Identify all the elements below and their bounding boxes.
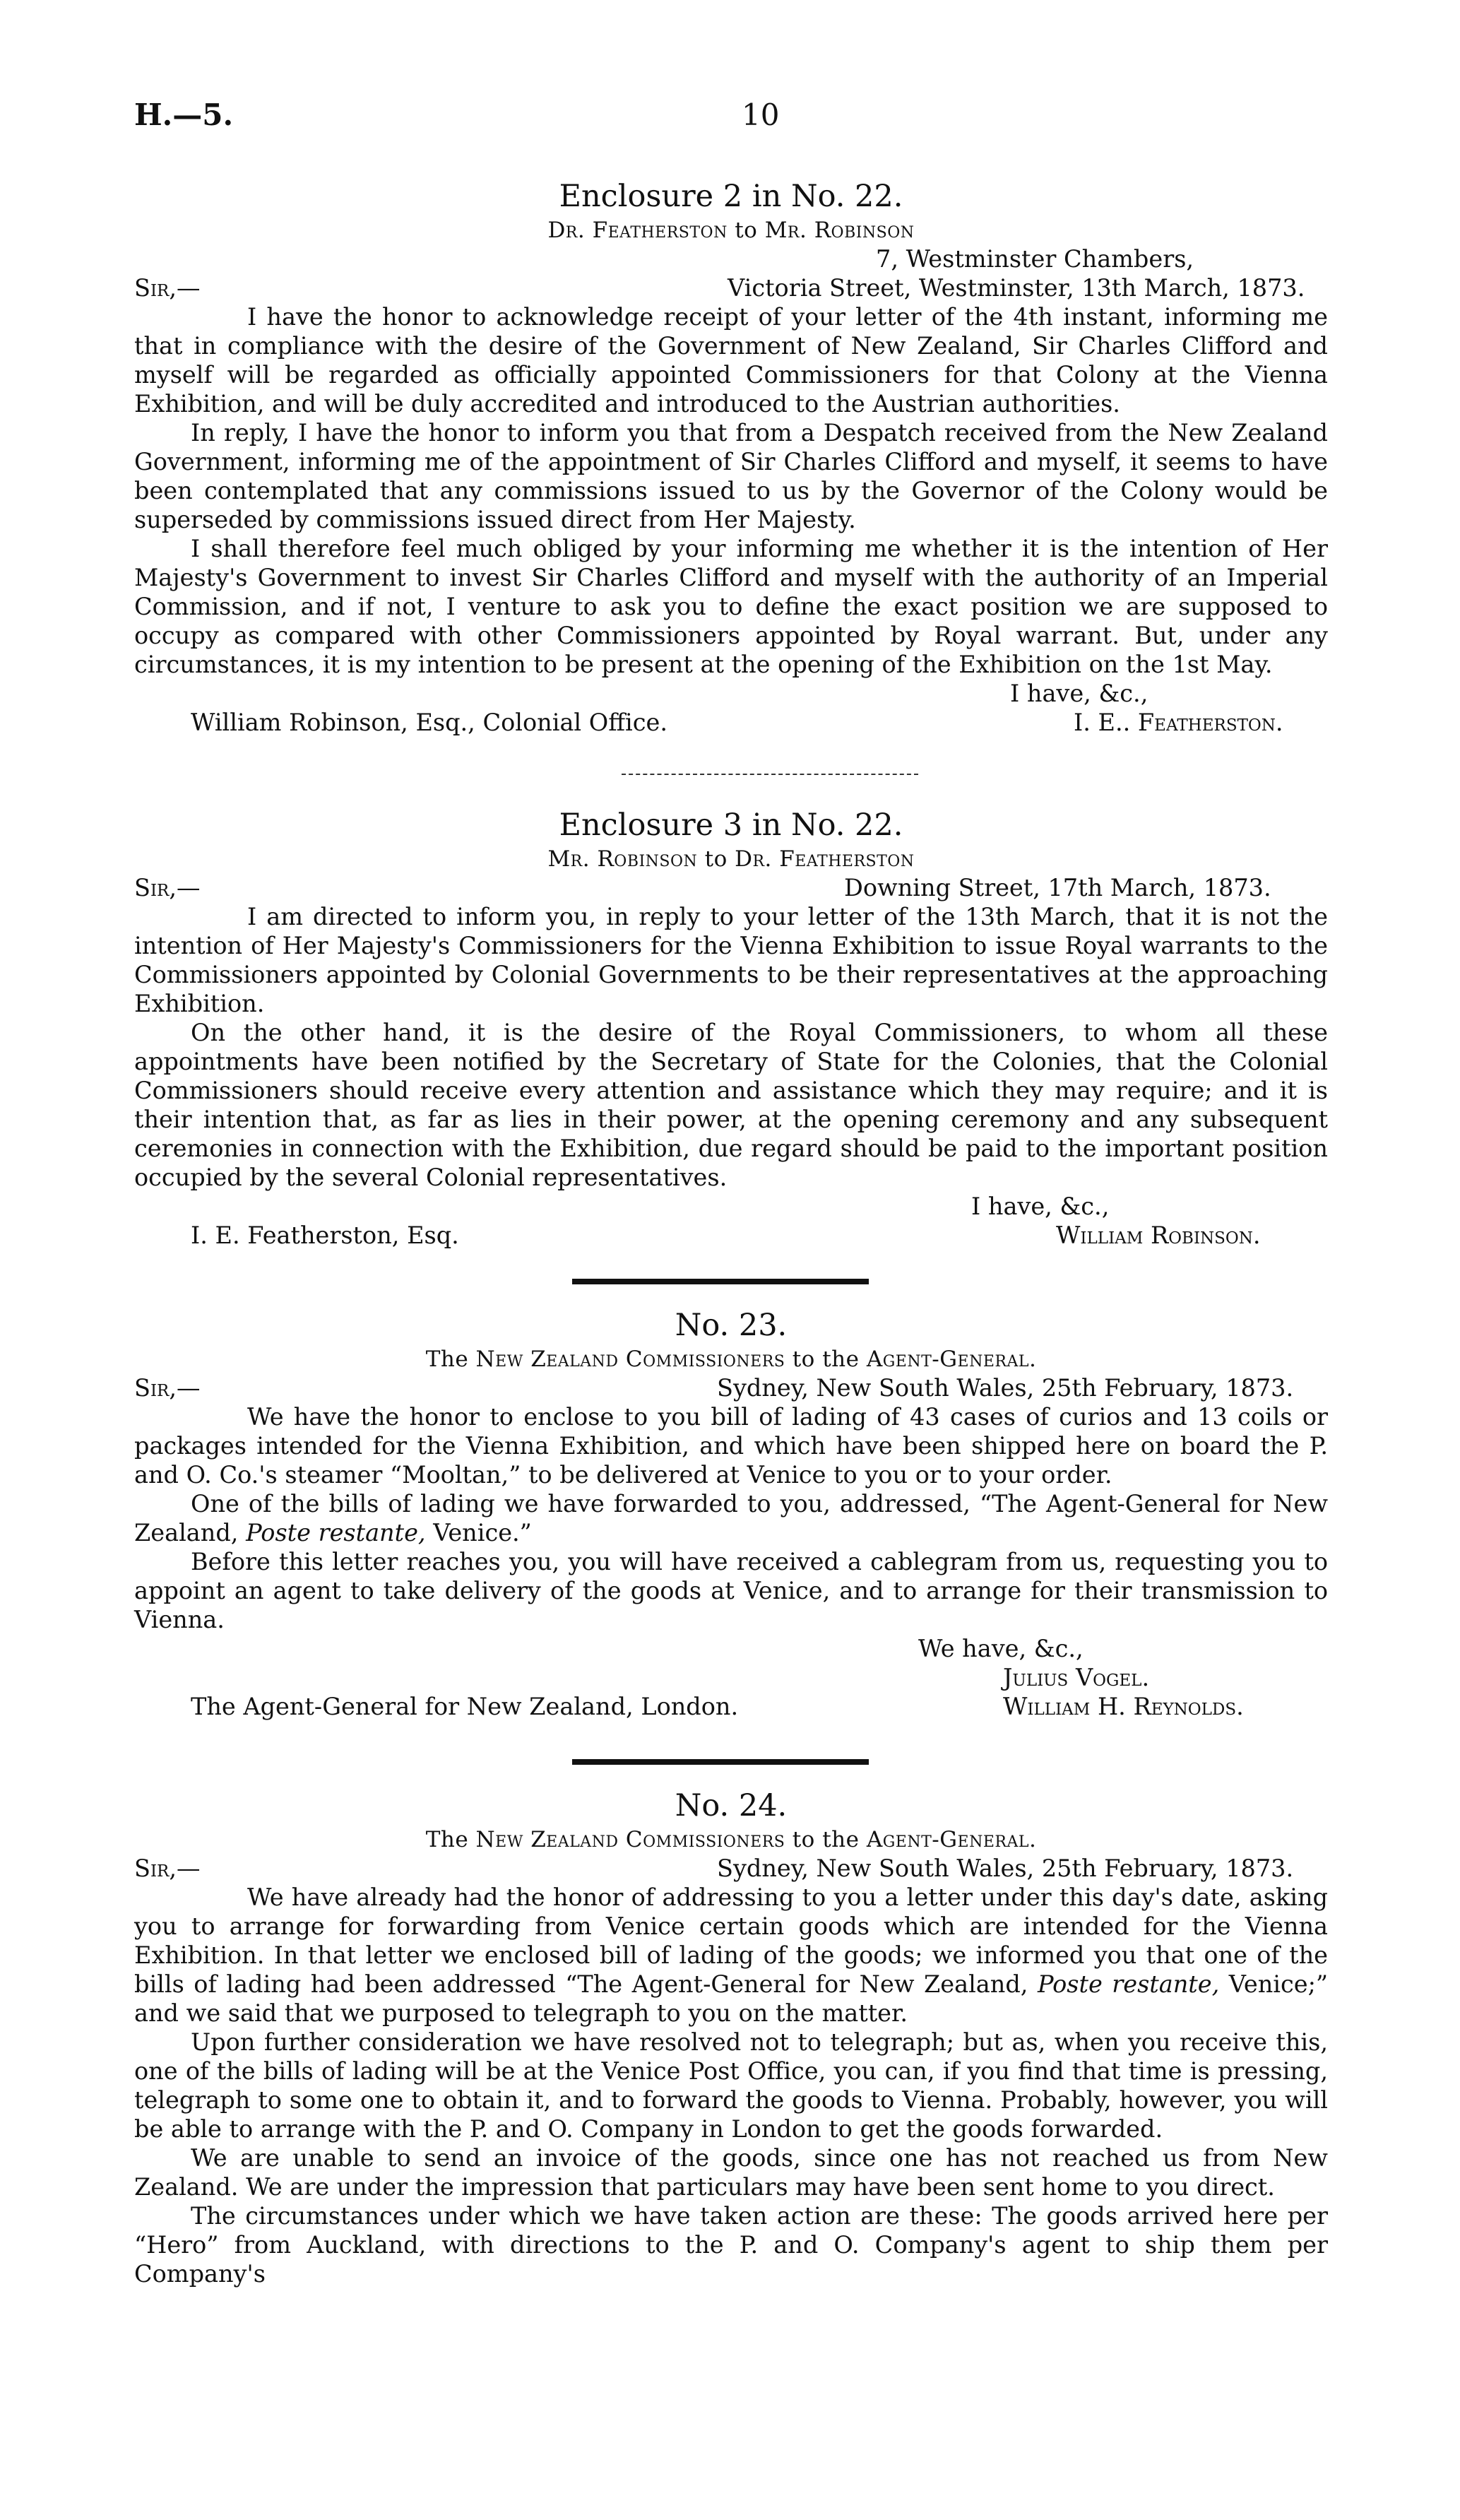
no-24-title: No. 24. <box>675 1788 788 1823</box>
no-23-signature-1: Julius Vogel. <box>1003 1664 1150 1691</box>
enclosure-3-section <box>134 805 1328 1250</box>
enclosure-3-title: Enclosure 3 in No. 22. <box>559 808 903 843</box>
section-divider-thick <box>572 1279 869 1284</box>
no-24-section <box>134 1786 1328 2288</box>
no-23-title: No. 23. <box>675 1308 788 1343</box>
paper-reference: H.—5. <box>134 97 234 132</box>
enclosure-2-signature: I. E.. Featherston. <box>1074 709 1283 736</box>
enclosure-3-address: Downing Street, 17th March, 1873. <box>844 874 1271 901</box>
enclosure-2-address-line-1 <box>134 244 1328 273</box>
section-divider <box>622 774 918 775</box>
enclosure-3-closing-row <box>134 1192 1328 1221</box>
enclosure-3-paragraph-2: On the other hand, it is the desire of the Royal Commissioners, to whom all these appointments have been notified by the Secretary of State for the Colonies, that the Colonial Commissioners should receive every attention and assistance which they may require; and it is their intention that, as far as lies in their power, at the opening ceremony and any subsequent ceremonies in connection with the Exhibition, due regard should be paid to the important position occupied by the several Colonial representatives. <box>134 1019 1328 1191</box>
no-23-signature-2-row <box>134 1692 1328 1721</box>
enclosure-3-signature: William Robinson. <box>1056 1221 1261 1249</box>
no-24-address: Sydney, New South Wales, 25th February, 1873. <box>717 1854 1294 1882</box>
no-24-subtitle-pre: The <box>425 1827 469 1852</box>
enclosure-2-closing-row <box>134 679 1328 708</box>
enclosure-2-signature-row <box>134 708 1328 737</box>
enclosure-2-salutation-row <box>134 273 1328 302</box>
enclosure-2-recipient: Mr. Robinson <box>764 218 915 243</box>
enclosure-2-address2: Victoria Street, Westminster, 13th March, 1873. <box>728 274 1305 302</box>
no-24-paragraph-1-italic: Poste restante, <box>1037 1970 1220 1998</box>
no-24-paragraph-1-b: Venice;” and we said that we purposed to telegraph to you on the matter. <box>134 1970 1328 2027</box>
no-24-paragraph-3: We are unable to send an invoice of the goods, since one has not reached us from New Zealand. We are under the impression that particulars may have been sent home to you direct. <box>134 2144 1328 2201</box>
no-23-paragraph-2-italic: Poste restante, <box>246 1519 426 1546</box>
no-23-subtitle <box>134 1345 1328 1373</box>
enclosure-2-paragraph-2: In reply, I have the honor to inform you that from a Despatch received from the New Zealand Government, informing me of the appointment of Sir Charles Clifford and myself, it seems to have been contemplated that any commissions issued to us by the Governor of the Colony would be superseded by commissions issued direct from Her Majesty. <box>134 419 1328 533</box>
enclosure-2-title: Enclosure 2 in No. 22. <box>559 179 903 214</box>
no-24-salutation-row <box>134 1854 1328 1883</box>
enclosure-3-addressee: I. E. Featherston, Esq. <box>191 1221 459 1249</box>
no-23-paragraph-3: Before this letter reaches you, you will have received a cablegram from us, requesting you to appoint an agent to take delivery of the goods at Venice, and to arrange for their transmission to Vienna. <box>134 1548 1328 1633</box>
no-23-address: Sydney, New South Wales, 25th February, 1873. <box>717 1374 1294 1402</box>
no-23-addressee: The Agent-General for New Zealand, London. <box>191 1693 739 1720</box>
no-23-paragraph-2-a: One of the bills of lading we have forwarded to you, addressed, “The Agent-General for New Zealand, <box>134 1490 1328 1546</box>
enclosure-3-closing: I have, &c., <box>971 1193 1110 1220</box>
enclosure-3-sender: Mr. Robinson <box>547 846 698 872</box>
enclosure-3-salutation: Sir,— <box>134 874 201 901</box>
enclosure-2-subtitle <box>134 216 1328 244</box>
enclosure-3-signature-row <box>134 1221 1328 1250</box>
enclosure-3-paragraph-1: I am directed to inform you, in reply to your letter of the 13th March, that it is not the intention of Her Majesty's Commissioners for the Vienna Exhibition to issue Royal warrants to the Commissioners appointed by Colonial Governments to be their representatives at the approaching Exhibition. <box>134 903 1328 1017</box>
no-24-recipient: Agent-General. <box>866 1827 1037 1852</box>
page-number: 10 <box>742 97 780 132</box>
no-24-salutation: Sir,— <box>134 1854 201 1882</box>
no-23-section <box>134 1306 1328 1721</box>
no-24-paragraph-1-a: We have already had the honor of addressing to you a letter under this day's date, asking you to arrange for forwarding from Venice certain goods which are intended for the Vienna Exhibition. In that letter we enclosed bill of lading of the goods; we informed you that one of the bills of lading had been addressed “The Agent-General for New Zealand, <box>134 1883 1328 1998</box>
no-23-sender: New Zealand Commissioners <box>475 1347 785 1372</box>
no-24-subtitle <box>134 1826 1328 1854</box>
enclosure-2-paragraph-1: I have the honor to acknowledge receipt of your letter of the 4th instant, informing me that in compliance with the desire of the Government of New Zealand, Sir Charles Clifford and myself will be regarded as officially appointed Commissioners for that Colony at the Vienna Exhibition, and will be duly accredited and introduced to the Austrian authorities. <box>134 303 1328 418</box>
enclosure-3-joiner: to <box>704 846 728 872</box>
enclosure-2-address1: 7, Westminster Chambers, <box>876 245 1194 273</box>
no-23-paragraph-2-b: Venice.” <box>433 1519 532 1546</box>
enclosure-2-sender: Dr. Featherston <box>547 218 728 243</box>
no-24-paragraph-1 <box>134 1883 1328 2028</box>
enclosure-2-joiner: to <box>735 218 758 243</box>
enclosure-2-addressee: William Robinson, Esq., Colonial Office. <box>191 709 668 736</box>
enclosure-3-subtitle <box>134 845 1328 873</box>
enclosure-2-section <box>134 177 1328 737</box>
no-23-signature-2: William H. Reynolds. <box>1003 1693 1244 1720</box>
no-24-paragraph-2: Upon further consideration we have resolved not to telegraph; but as, when you receive this, one of the bills of lading will be at the Venice Post Office, you can, if you find that time is pressing, telegraph to some one to obtain it, and to forward the goods to Vienna. Probably, however, you will be able to arrange with the P. and O. Company in London to get the goods forwarded. <box>134 2028 1328 2143</box>
no-23-salutation: Sir,— <box>134 1374 201 1402</box>
enclosure-3-salutation-row <box>134 873 1328 902</box>
enclosure-3-recipient: Dr. Featherston <box>735 846 915 872</box>
no-24-subtitle-mid: to the <box>792 1827 860 1852</box>
enclosure-2-paragraph-3: I shall therefore feel much obliged by your informing me whether it is the intention of Her Majesty's Government to invest Sir Charles Clifford and myself with the authority of an Imperial Commission, and if not, I venture to ask you to define the exact position we are supposed to occupy as compared with other Commissioners appointed by Royal warrant. But, under any circumstances, it is my intention to be present at the opening of the Exhibition on the 1st May. <box>134 535 1328 678</box>
no-23-paragraph-1: We have the honor to enclose to you bill of lading of 43 cases of curios and 13 coils or packages intended for the Vienna Exhibition, and which have been shipped here on board the P. and O. Co.'s steamer “Mooltan,” to be delivered at Venice to you or to your order. <box>134 1403 1328 1489</box>
no-23-closing-row <box>134 1634 1328 1663</box>
no-23-subtitle-pre: The <box>425 1347 469 1372</box>
enclosure-2-salutation: Sir,— <box>134 274 201 302</box>
no-23-paragraph-2 <box>134 1489 1328 1547</box>
page-header <box>134 97 1328 147</box>
no-24-paragraph-4: The circumstances under which we have taken action are these: The goods arrived here per “Hero” from Auckland, with directions to the P. and O. Company's agent to ship them per Company's <box>134 2202 1328 2288</box>
no-23-salutation-row <box>134 1373 1328 1402</box>
section-divider-thick-2 <box>572 1759 869 1765</box>
no-23-signature-1-row <box>134 1663 1328 1692</box>
no-23-closing: We have, &c., <box>918 1635 1084 1662</box>
no-23-recipient: Agent-General. <box>866 1347 1037 1372</box>
no-24-sender: New Zealand Commissioners <box>475 1827 785 1852</box>
no-23-subtitle-mid: to the <box>792 1347 860 1372</box>
enclosure-2-closing: I have, &c., <box>1010 680 1149 707</box>
